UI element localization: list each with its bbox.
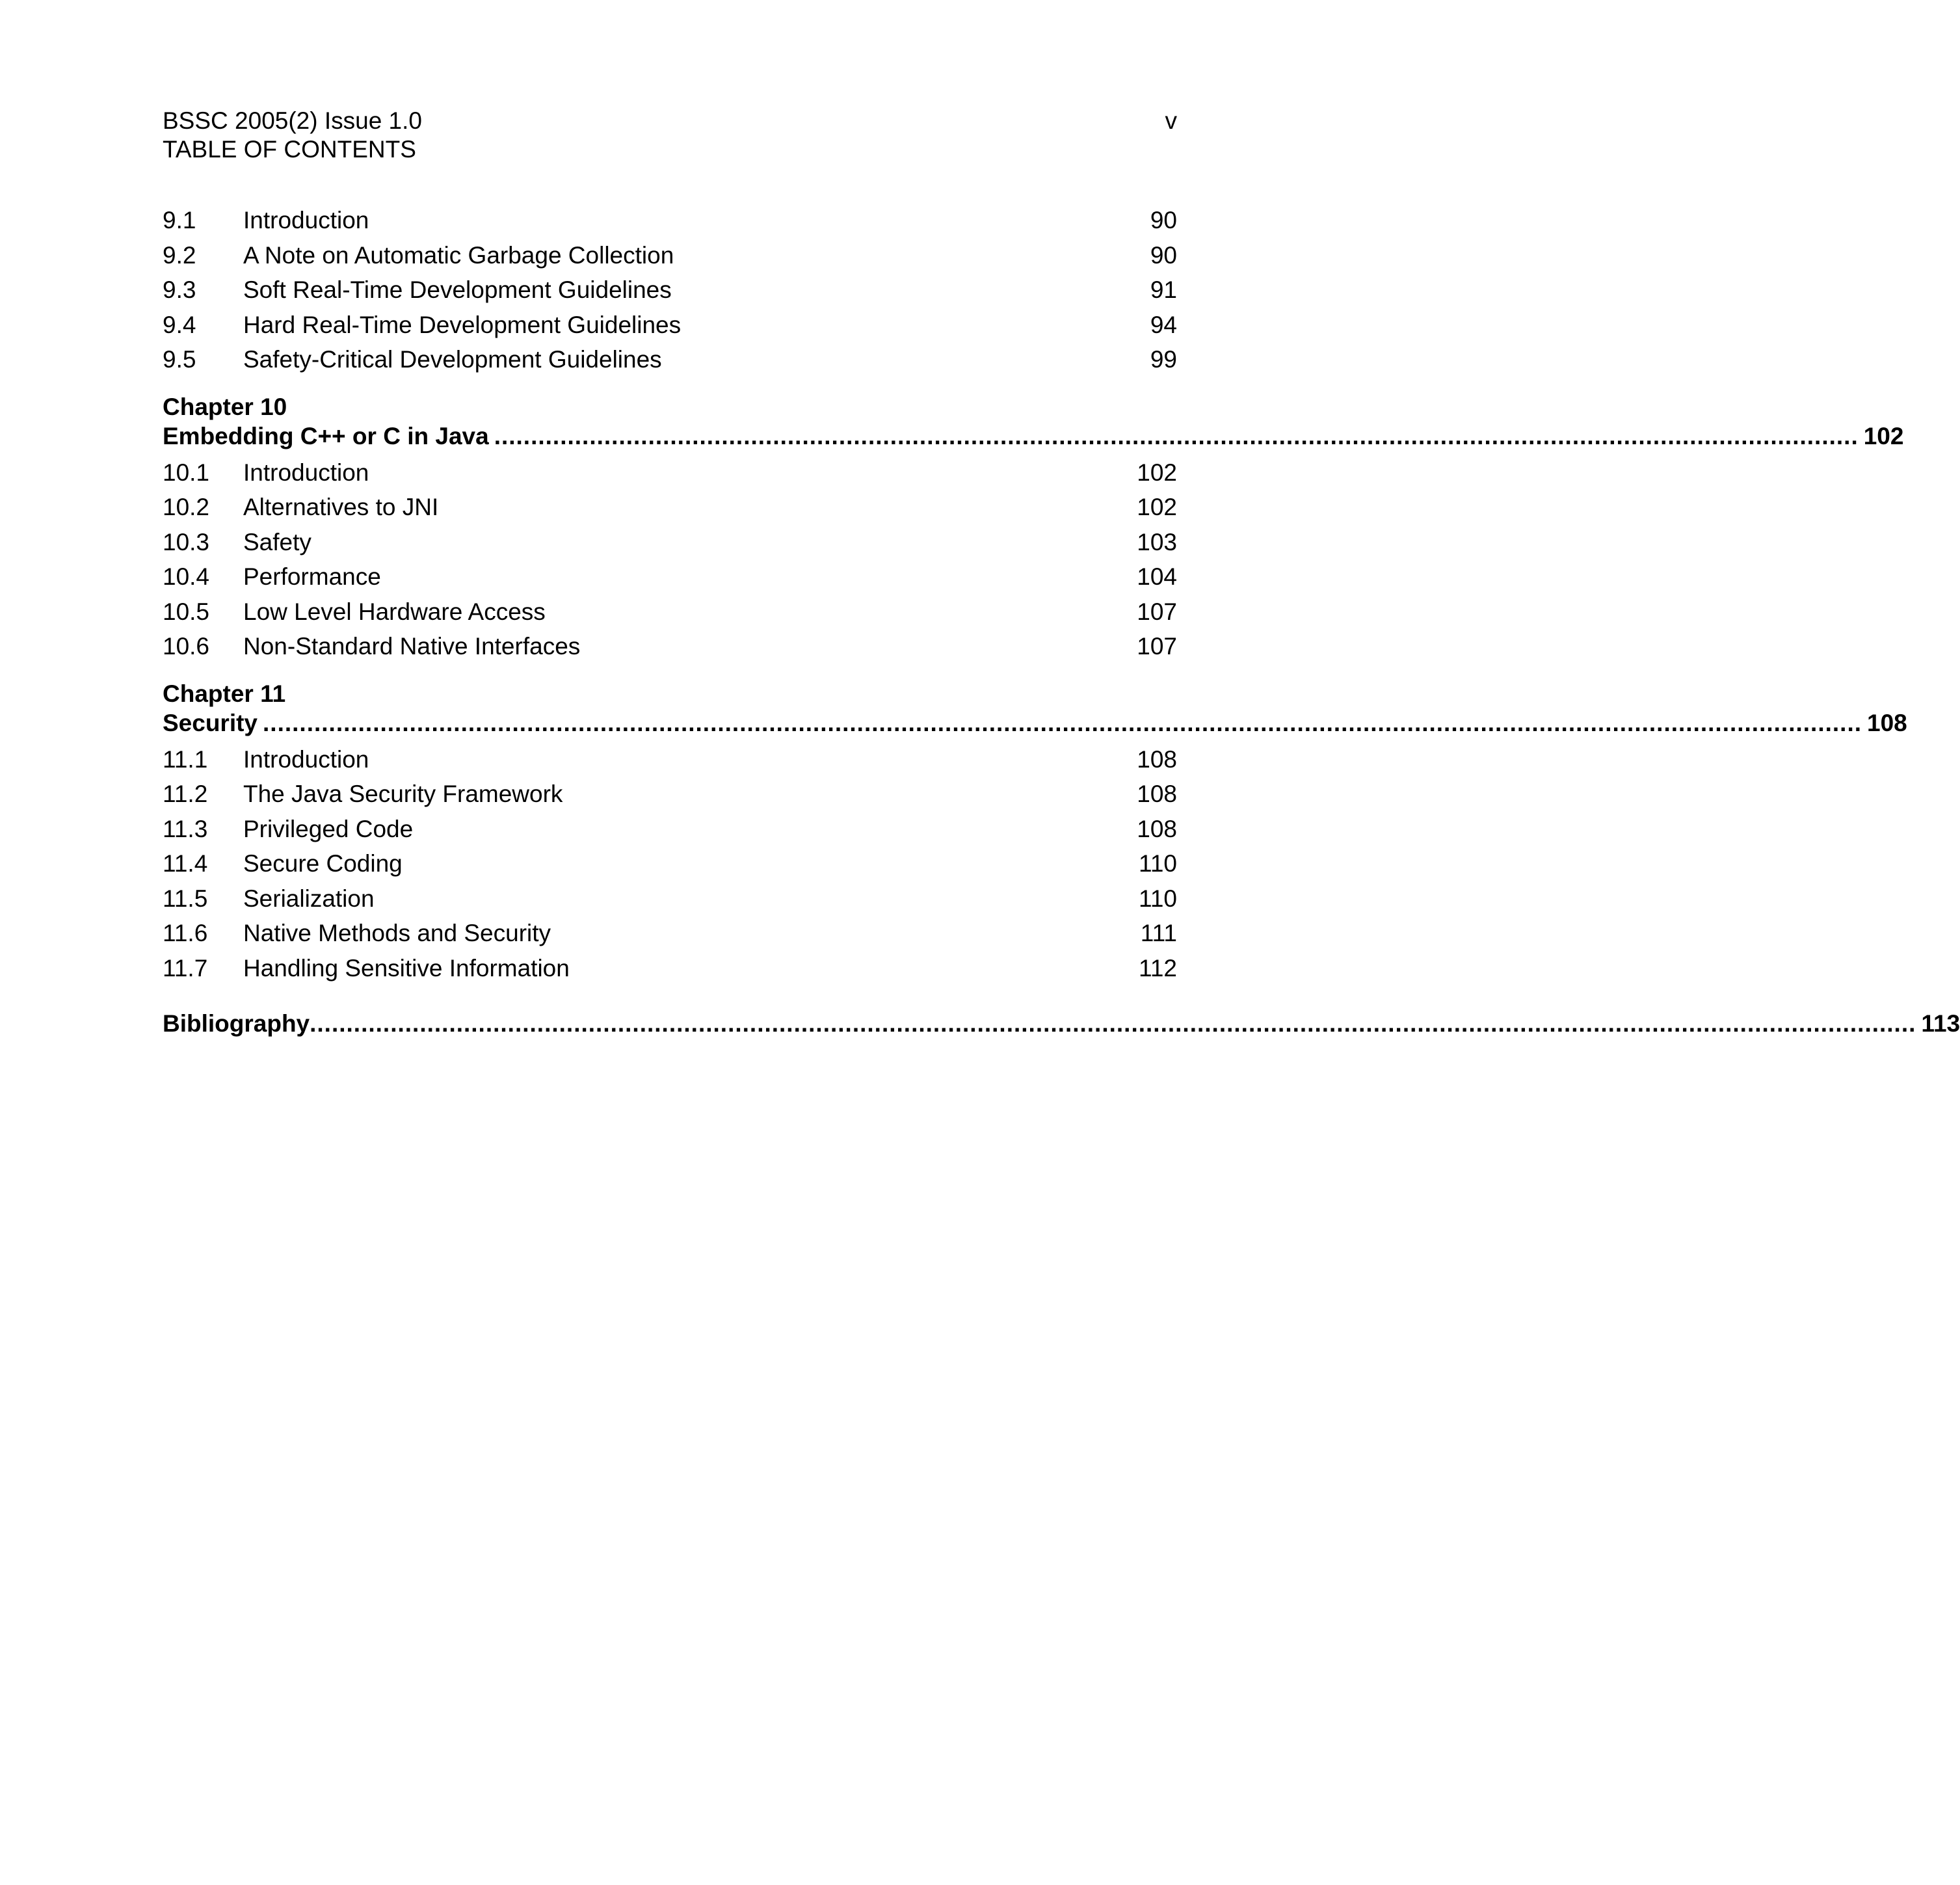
entry-title: Performance <box>243 563 381 590</box>
entry-number: 11.2 <box>163 781 208 807</box>
toc-entry[interactable] <box>163 525 1177 560</box>
toc-entry[interactable] <box>163 916 1177 951</box>
toc-entry[interactable] <box>163 490 1177 525</box>
entry-title: Safety <box>243 528 311 555</box>
toc-entry[interactable] <box>163 881 1177 916</box>
page-header <box>163 107 1177 164</box>
dot-leader: ........................................................................................................................................................................................................................... <box>310 1010 1916 1037</box>
chapter-title: Security <box>163 709 258 736</box>
entry-title: Privileged Code <box>243 815 414 842</box>
section-heading: TABLE OF CONTENTS <box>163 136 416 163</box>
entry-page: 103 <box>1137 528 1177 555</box>
entry-page: 112 <box>1139 954 1177 982</box>
entry-title: A Note on Automatic Garbage Collection <box>243 241 674 269</box>
entry-number: 10.2 <box>163 494 210 520</box>
entry-title: Handling Sensitive Information <box>243 954 570 982</box>
bibliography-page: 113 <box>1921 1010 1960 1037</box>
bibliography-line <box>163 1009 1960 1039</box>
chapter-page: 102 <box>1863 422 1904 449</box>
entry-title: Introduction <box>243 207 369 234</box>
page-number: v <box>1165 107 1177 134</box>
entry-number: 11.3 <box>163 815 208 842</box>
chapter-label: Chapter 10 <box>163 393 287 420</box>
bibliography-title: Bibliography <box>163 1010 310 1037</box>
entry-title: The Java Security Framework <box>243 781 563 807</box>
toc-entry[interactable] <box>163 455 1177 490</box>
toc-entry[interactable] <box>163 812 1177 847</box>
entry-page: 94 <box>1150 311 1177 338</box>
chapter-10-heading[interactable] <box>163 393 1904 451</box>
entry-page: 111 <box>1140 920 1177 946</box>
chapter-10-entries <box>163 455 1177 664</box>
entry-number: 10.4 <box>163 563 210 590</box>
entry-number: 9.5 <box>163 346 196 373</box>
entry-page: 108 <box>1137 815 1177 842</box>
entry-page: 90 <box>1150 241 1177 269</box>
toc-entry[interactable] <box>163 951 1177 986</box>
entry-number: 10.1 <box>163 459 210 486</box>
entry-number: 10.3 <box>163 528 210 555</box>
toc-entry[interactable] <box>163 742 1177 777</box>
entry-number: 11.6 <box>163 920 208 946</box>
entry-page: 102 <box>1137 494 1177 520</box>
toc-entry[interactable] <box>163 203 1177 238</box>
entry-title: Serialization <box>243 885 375 912</box>
entry-title: Hard Real-Time Development Guidelines <box>243 311 682 338</box>
entry-page: 107 <box>1137 598 1177 625</box>
toc-entry[interactable] <box>163 273 1177 308</box>
chapter-9-entries <box>163 203 1177 377</box>
toc-entry[interactable] <box>163 846 1177 881</box>
entry-title: Native Methods and Security <box>243 920 551 946</box>
dot-leader: .......................................................................................................................................................................................... <box>494 422 1859 449</box>
entry-number: 11.5 <box>163 885 208 912</box>
entry-title: Low Level Hardware Access <box>243 598 546 625</box>
entry-page: 99 <box>1150 346 1177 373</box>
entry-title: Safety-Critical Development Guidelines <box>243 346 662 373</box>
entry-title: Introduction <box>243 459 369 486</box>
entry-page: 107 <box>1137 633 1177 660</box>
document-id: BSSC 2005(2) Issue 1.0 <box>163 107 422 134</box>
entry-page: 110 <box>1139 850 1177 877</box>
entry-page: 108 <box>1137 781 1177 807</box>
toc-entry[interactable] <box>163 595 1177 630</box>
toc-entry[interactable] <box>163 559 1177 595</box>
entry-page: 104 <box>1137 563 1177 590</box>
entry-title: Alternatives to JNI <box>243 494 439 520</box>
toc-page <box>163 107 1960 1043</box>
entry-page: 108 <box>1137 745 1177 773</box>
entry-number: 9.2 <box>163 241 196 269</box>
entry-page: 110 <box>1139 885 1177 912</box>
entry-title: Introduction <box>243 745 369 773</box>
chapter-11-heading[interactable] <box>163 680 1907 738</box>
entry-number: 9.4 <box>163 311 196 338</box>
bibliography-entry[interactable] <box>163 1009 1960 1039</box>
chapter-11-entries <box>163 742 1177 986</box>
entry-page: 91 <box>1150 276 1177 303</box>
table-of-contents <box>163 203 1960 1039</box>
toc-entry[interactable] <box>163 342 1177 377</box>
chapter-page: 108 <box>1867 709 1907 736</box>
entry-page: 102 <box>1137 459 1177 486</box>
entry-title: Soft Real-Time Development Guidelines <box>243 276 672 303</box>
entry-title: Non-Standard Native Interfaces <box>243 633 581 660</box>
toc-entry[interactable] <box>163 308 1177 343</box>
entry-number: 11.1 <box>163 745 208 773</box>
entry-number: 9.3 <box>163 276 196 303</box>
chapter-title: Embedding C++ or C in Java <box>163 422 489 449</box>
toc-entry[interactable] <box>163 629 1177 664</box>
dot-leader: .......................................................................................................................................................................................................................... <box>263 709 1862 736</box>
entry-number: 10.6 <box>163 633 210 660</box>
entry-number: 11.4 <box>163 850 208 877</box>
toc-entry[interactable] <box>163 238 1177 273</box>
entry-page: 90 <box>1150 207 1177 234</box>
entry-number: 11.7 <box>163 954 208 982</box>
entry-number: 10.5 <box>163 598 210 625</box>
chapter-title-line <box>163 708 1907 738</box>
chapter-label: Chapter 11 <box>163 680 286 707</box>
toc-entry[interactable] <box>163 777 1177 812</box>
chapter-title-line <box>163 421 1904 451</box>
entry-number: 9.1 <box>163 207 196 234</box>
entry-title: Secure Coding <box>243 850 403 877</box>
